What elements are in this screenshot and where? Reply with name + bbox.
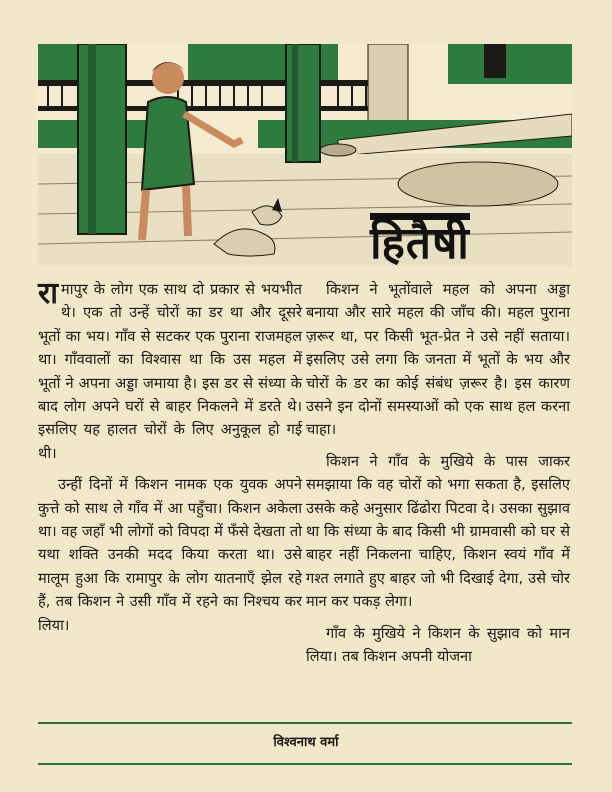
- story-title: हितैषी: [370, 213, 470, 266]
- paragraph: किशन ने गाँव के मुखिये के पास जाकर समझाया कि वह चोरों को भगा सकता है, इसलिए उसके कहे अनुसार ढिंढोरा पिटवा दे। उसका सुझाव था कि संध्या के बाद किसी भी ग्रामवासी को घर से बाहर नहीं निकलना चाहिए, किशन स्वयं गाँव में गश्त लगाते हुए बाहर जो भी दिखाई देगा, उसे चोर मान कर पकड़ लेगा।: [306, 452, 570, 611]
- paragraph: गाँव के मुखिये ने किशन के सुझाव को मान लिया। तब किशन अपनी योजना: [306, 624, 570, 666]
- paragraph: उन्हीं दिनों में किशन नामक एक युवक अपने कुत्ते को साथ ले गाँव में आ पहुँचा। किशन अकेला था। वह जहाँ भी लोगों को विपदा में फँसे देखता तो यथा शक्ति उनकी मदद किया करता था। उसे मालूम हुआ कि रामापुर के लोग यातनाएँ झेल रहे हैं, तब किशन ने उसी गाँव में रहने का निश्चय कर लिया।: [38, 476, 302, 634]
- paragraph: [38, 278, 302, 465]
- drop-cap: रा: [38, 276, 59, 311]
- author-name: विश्वनाथ वर्मा: [273, 735, 339, 750]
- paragraph-text: मापुर के लोग एक साथ दो प्रकार से भयभीत थे। एक तो उन्हें चोरों का डर था और दूसरे भूतों का भय। गाँव से सटकर एक पुराना राजमहल था। गाँववालों का विश्वास था कि उस महल में भूतों ने अपना अड्डा जमाया है। इस डर से संध्या के बाद लोग अपने घरों से बाहर निकलने में डरते थे। इसलिए यह हालत चोरों के लिए अनुकूल हो गई थी।: [38, 281, 302, 462]
- text-column-right: [306, 278, 570, 677]
- divider: [38, 722, 572, 724]
- divider: [38, 763, 572, 765]
- text-column-left: [38, 278, 302, 645]
- paragraph: किशन ने भूतोंवाले महल को अपना अड्डा बनाया और सारे महल की जाँच की। महल पुराना ज़रूर था, पर किसी भूत-प्रेत ने उसे नहीं सताया। इसलिए उसे लगा कि जनता में भूतों के भय और चोरों के डर का कोई संबंध ज़रूर है। इस कारण उसने इन दोनों समस्याओं को एक साथ हल करना चाहा।: [306, 281, 570, 439]
- title-block: [320, 208, 520, 270]
